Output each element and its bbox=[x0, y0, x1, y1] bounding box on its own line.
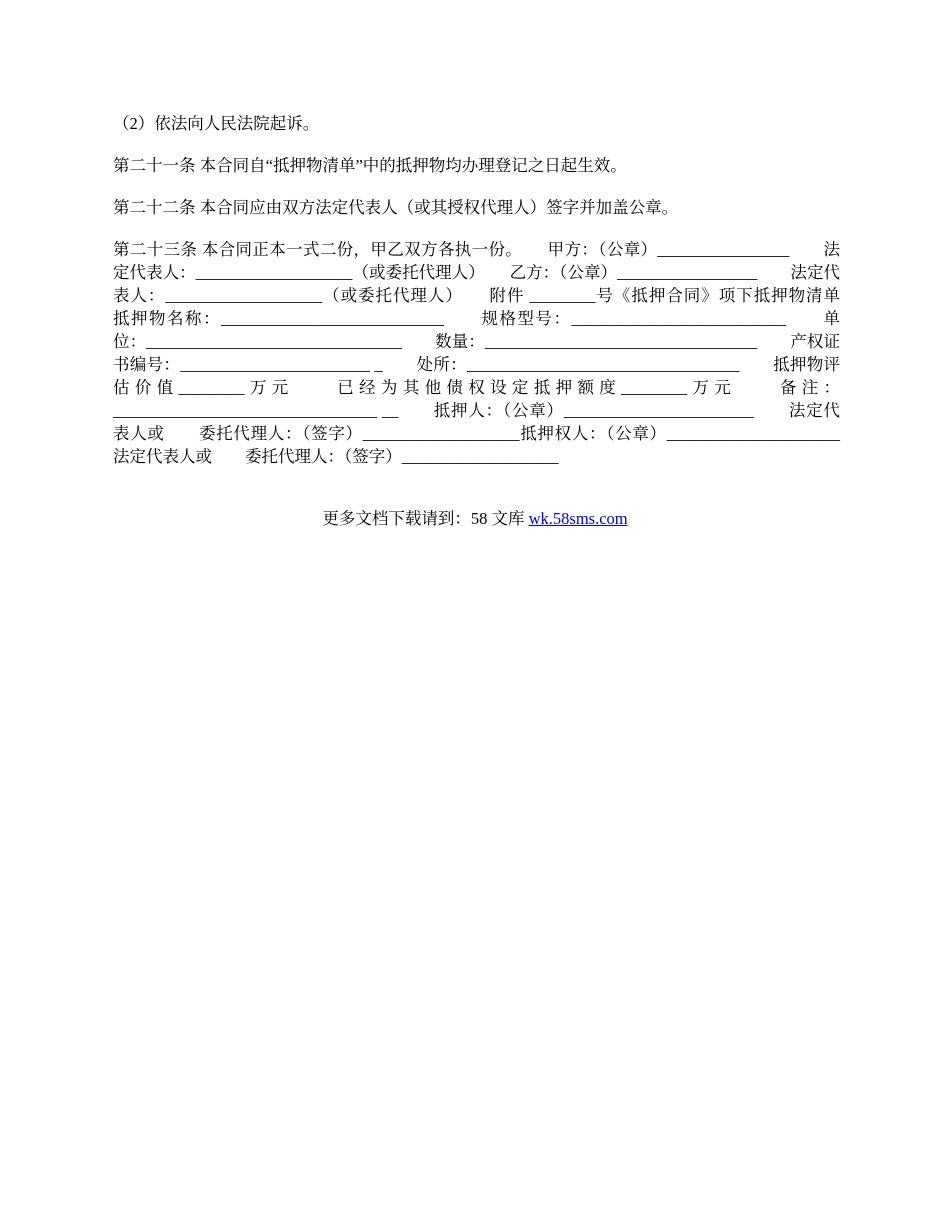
download-footer bbox=[0, 507, 950, 530]
footer-link[interactable]: wk.58sms.com bbox=[528, 509, 628, 528]
paragraph-article-21: 第二十一条 本合同自“抵押物清单”中的抵押物均办理登记之日起生效。 bbox=[113, 156, 627, 175]
document-body bbox=[113, 112, 873, 468]
footer-text: 更多文档下载请到：58 文库 bbox=[322, 509, 529, 528]
paragraph-article-23-signature-block: 第二十三条 本合同正本一式二份，甲乙双方各执一份。 甲方：（公章）________________ 法定代表人：___________________（或委托代理人） 乙方：（公章）_________________ 法定代表人：___________________（或委托代理人） 附件 ________号《抵押合同》项下抵押物清单 抵押物名称：___________________________ 规格型号：__________________________ 单位：_______________________________ 数量：_________________________________ 产权证书编号：_______________________ _ 处所：_________________________________ 抵押物评估价值________万元 已经为其他债权设定抵押额度________万元 备注：________________________________ __ 抵押人：（公章）_______________________ 法定代表人或 委托代理人：（签字）___________________抵押权人：（公章）_____________________ 法定代表人或 委托代理人：（签字）___________________ bbox=[113, 240, 873, 466]
paragraph-clause-2: （2）依法向人民法院起诉。 bbox=[113, 114, 320, 133]
paragraph-article-22: 第二十二条 本合同应由双方法定代表人（或其授权代理人）签字并加盖公章。 bbox=[113, 198, 679, 217]
